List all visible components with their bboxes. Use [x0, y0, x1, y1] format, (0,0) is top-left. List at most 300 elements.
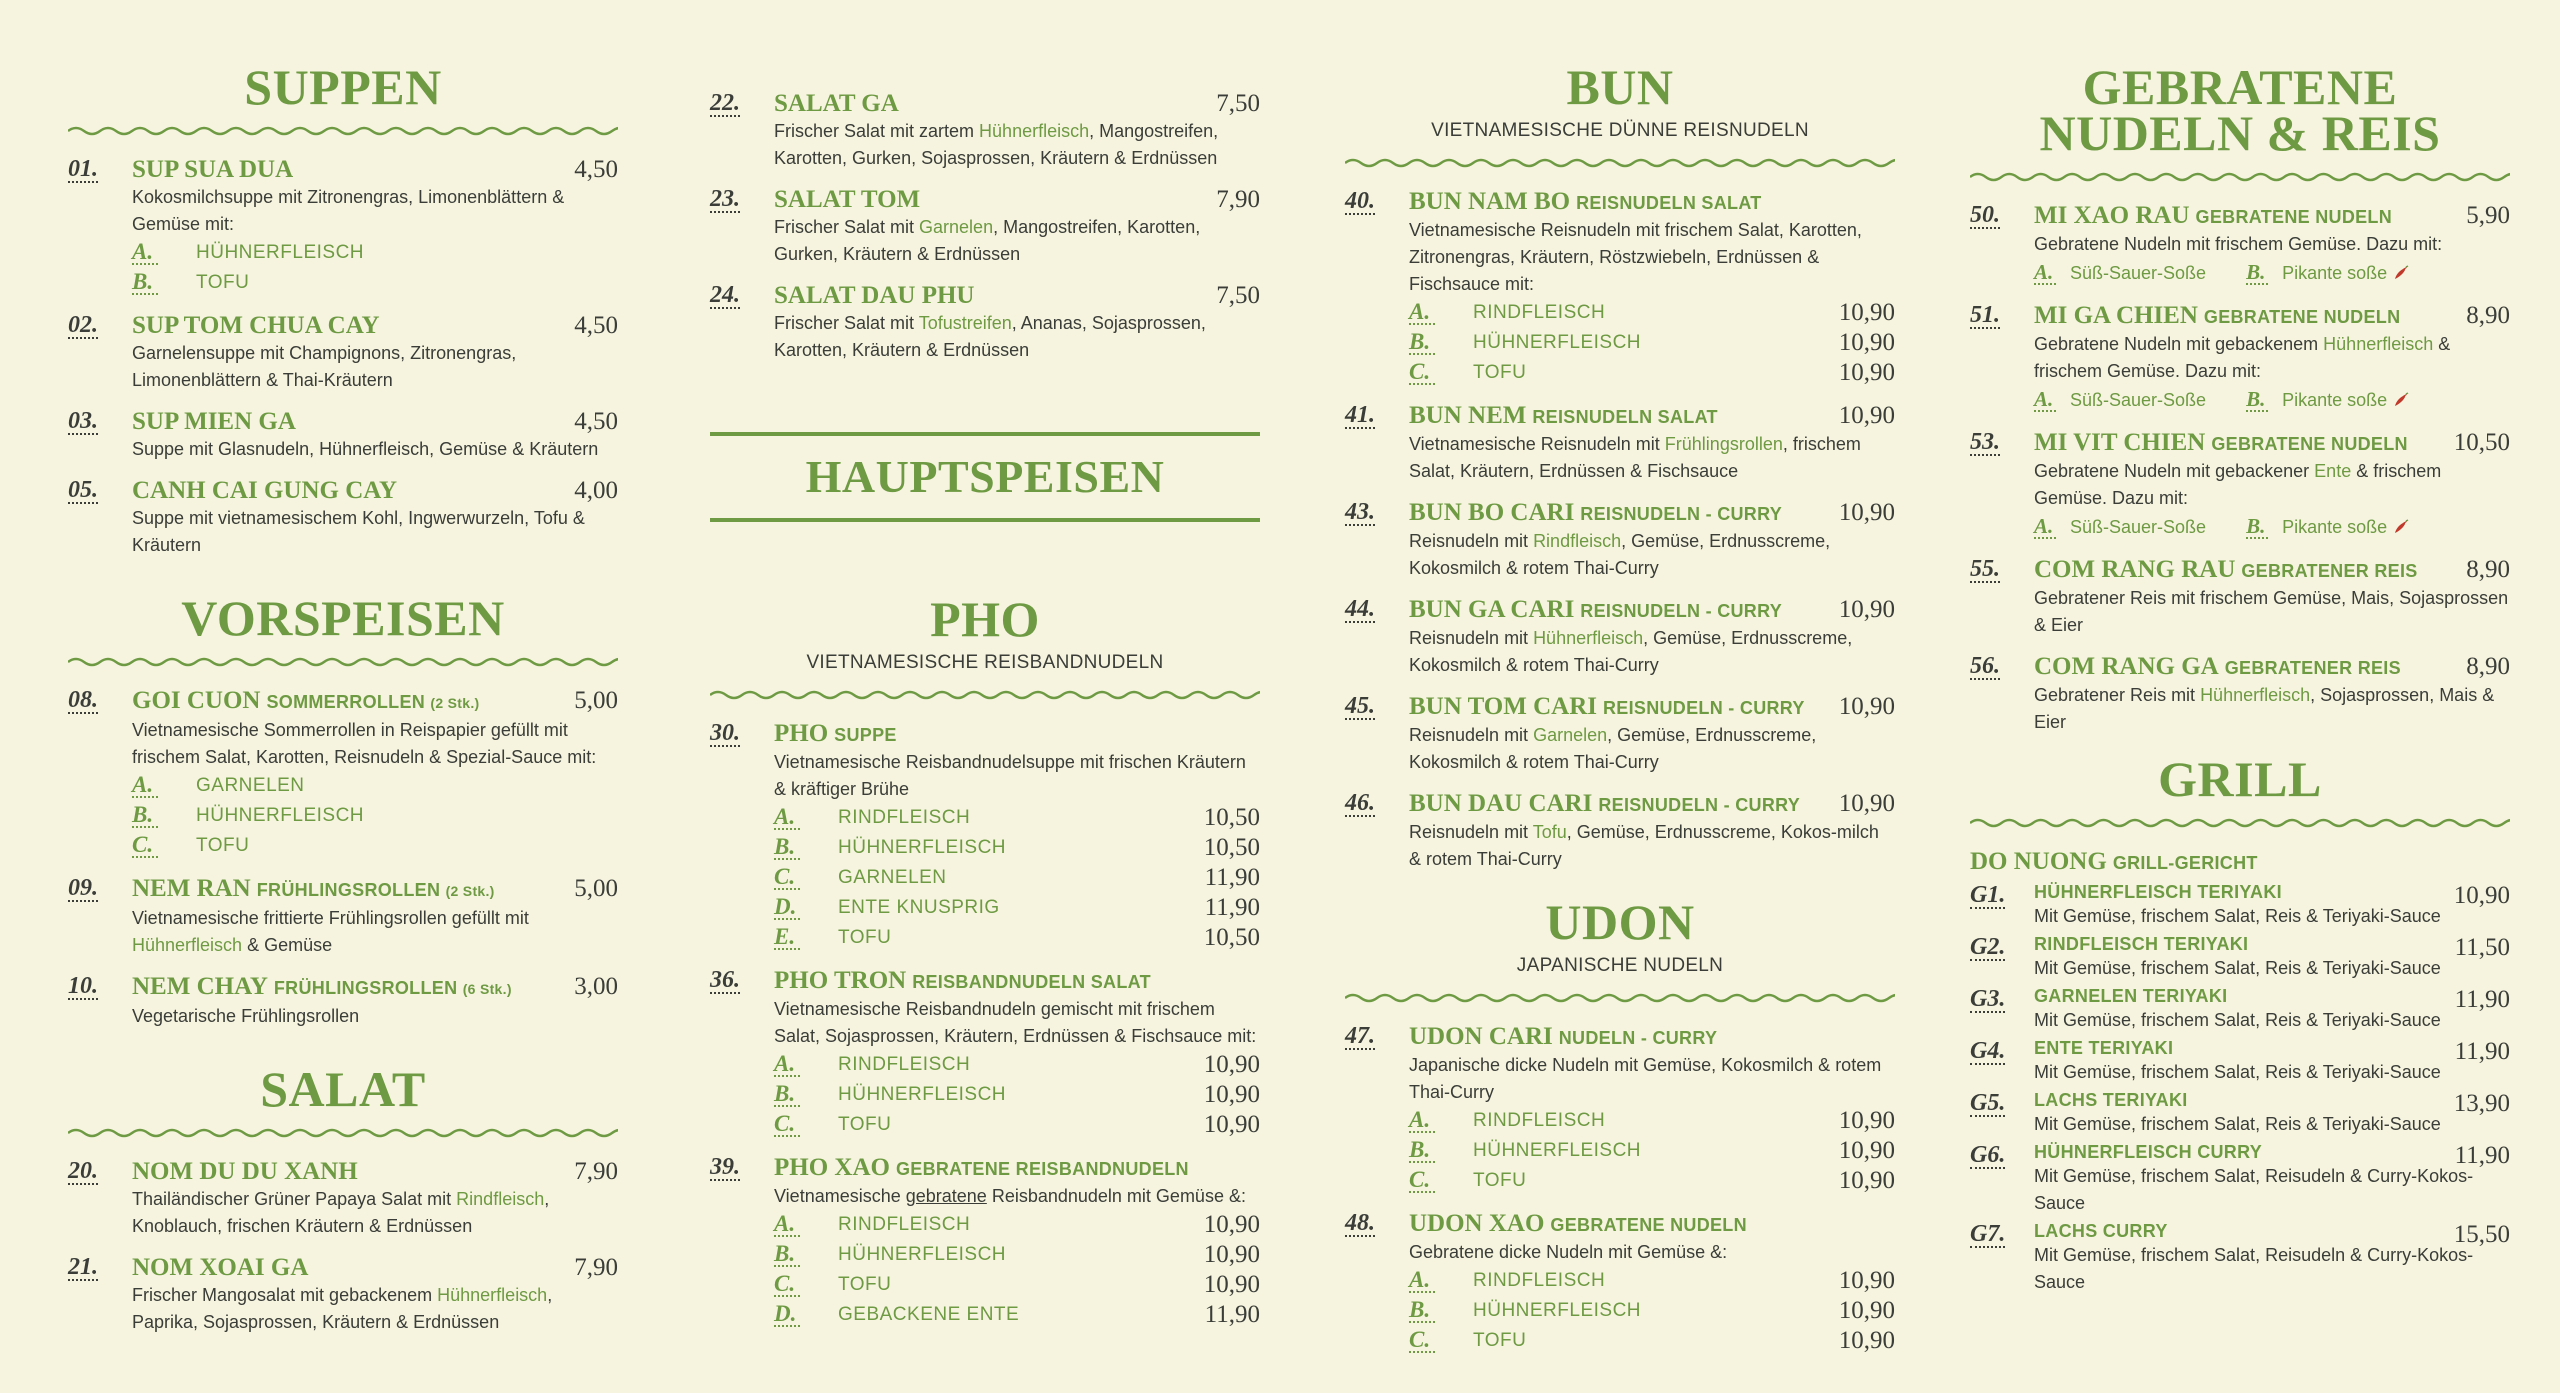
option-letter: C.	[1409, 1329, 1435, 1353]
item-description: Thailändischer Grüner Papaya Salat mit Rindfleisch, Knoblauch, frischen Kräutern & Erdnüssen	[132, 1189, 550, 1236]
item-price: 13,90	[2453, 1090, 2510, 1117]
grill-item	[1970, 1090, 2510, 1138]
item-price: 10,90	[1838, 596, 1895, 623]
option-letter: B.	[774, 1243, 800, 1267]
column-3	[1345, 0, 1895, 1370]
option-text: RINDFLEISCH	[1473, 302, 1606, 323]
menu-item	[1345, 1023, 1895, 1196]
option-price: 10,90	[1838, 329, 1895, 356]
item-name: PHO TRON REISBANDNUDELN SALAT	[774, 967, 1151, 994]
item-price: 11,90	[2454, 986, 2510, 1013]
menu-item	[68, 408, 618, 463]
item-tag: REISNUDELN - CURRY	[1580, 504, 1783, 524]
option-letter: C.	[774, 1273, 800, 1297]
option-price: 10,90	[1203, 1271, 1260, 1298]
item-name: COM RANG GA GEBRATENER REIS	[2034, 653, 2401, 680]
chili-icon	[2393, 265, 2409, 281]
item-option	[774, 923, 1260, 953]
option-price: 11,90	[1204, 1301, 1260, 1328]
item-name: NEM RAN FRÜHLINGSROLLEN (2 Stk.)	[132, 875, 495, 902]
item-price: 4,50	[574, 156, 618, 183]
grill-intro	[1970, 848, 2510, 876]
item-name: MI XAO RAU GEBRATENE NUDELN	[2034, 202, 2393, 229]
grill-intro-name: DO NUONG	[1970, 848, 2107, 875]
item-description: Vegetarische Frühlingsrollen	[132, 1006, 360, 1026]
section-subtitle: VIETNAMESISCHE DÜNNE REISNUDELN	[1431, 120, 1809, 141]
item-name: HÜHNERFLEISCH CURRY	[2034, 1142, 2263, 1162]
option-letter: D.	[774, 896, 800, 920]
section-title-udon: UDON	[1545, 894, 1695, 950]
item-description: Reisnudeln mit Hühnerfleisch, Gemüse, Erdnusscreme, Kokosmilch & rotem Thai-Curry	[1409, 628, 1853, 675]
item-tag: SOMMERROLLEN (2 Stk.)	[266, 692, 480, 712]
item-price: 10,50	[2453, 429, 2510, 456]
sauce-options: A. Süß-Sauer-Soße B. Pikante soße	[2034, 512, 2510, 542]
item-number: G6.	[1970, 1142, 2006, 1168]
option-text: GEBACKENE ENTE	[838, 1304, 1020, 1325]
option-price: 10,90	[1203, 1081, 1260, 1108]
item-option	[774, 1050, 1260, 1080]
item-number: 36.	[710, 967, 740, 993]
option-price: 10,90	[1838, 359, 1895, 386]
option-price: 11,90	[1204, 864, 1260, 891]
option-letter: A.	[774, 806, 800, 830]
item-price: 10,90	[1838, 790, 1895, 817]
item-name: NOM XOAI GA	[132, 1254, 309, 1281]
item-description: Garnelensuppe mit Champignons, Zitronengras, Limonenblättern & Thai-Kräutern	[132, 343, 517, 390]
option-price: 11,90	[1204, 894, 1260, 921]
item-price: 4,50	[574, 312, 618, 339]
rule-bottom	[710, 518, 1260, 522]
option-price: 10,50	[1203, 804, 1260, 831]
item-tag: REISNUDELN SALAT	[1576, 193, 1762, 213]
grill-intro-tag: GRILL-GERICHT	[2112, 853, 2258, 873]
item-number: 10.	[68, 973, 98, 999]
option-price: 10,90	[1203, 1051, 1260, 1078]
option-price: 10,90	[1838, 1107, 1895, 1134]
item-name: SALAT TOM	[774, 186, 921, 213]
option-letter: B.	[774, 836, 800, 860]
item-option	[132, 268, 618, 298]
item-description: Gebratene dicke Nudeln mit Gemüse &:	[1409, 1242, 1728, 1262]
menu-item	[1970, 556, 2510, 639]
menu-item	[1345, 499, 1895, 582]
item-price: 10,90	[2453, 882, 2510, 909]
menu-item	[710, 1154, 1260, 1330]
item-number: G4.	[1970, 1038, 2006, 1064]
option-text: TOFU	[838, 1114, 892, 1135]
option-letter: B.	[132, 271, 158, 295]
grill-item	[1970, 986, 2510, 1034]
item-price: 10,90	[1838, 693, 1895, 720]
item-name: LACHS CURRY	[2034, 1221, 2168, 1241]
menu-item	[710, 967, 1260, 1140]
item-description: Gebratene Nudeln mit frischem Gemüse. Dazu mit:	[2034, 234, 2443, 254]
option-text: HÜHNERFLEISCH	[1473, 1300, 1642, 1321]
item-name: SUP TOM CHUA CAY	[132, 312, 380, 339]
wave-divider	[1345, 156, 1895, 170]
option-text: GARNELEN	[196, 775, 305, 796]
option-text: TOFU	[838, 927, 892, 948]
item-number: 48.	[1345, 1210, 1375, 1236]
option-text: HÜHNERFLEISCH	[196, 805, 365, 826]
item-number: 24.	[710, 282, 740, 308]
item-description: Kokosmilchsuppe mit Zitronengras, Limonenblättern & Gemüse mit:	[132, 187, 565, 234]
option-price: 10,90	[1203, 1211, 1260, 1238]
item-price: 3,00	[574, 973, 618, 1000]
item-option	[774, 863, 1260, 893]
option-price: 10,90	[1838, 1167, 1895, 1194]
item-option	[1409, 1326, 1895, 1356]
item-name: BUN NAM BO REISNUDELN SALAT	[1409, 188, 1762, 215]
grill-item	[1970, 934, 2510, 982]
item-number: 39.	[710, 1154, 740, 1180]
option-text: TOFU	[196, 835, 250, 856]
option-letter: C.	[1409, 1169, 1435, 1193]
item-description: Gebratene Nudeln mit gebackenem Hühnerfleisch & frischem Gemüse. Dazu mit:	[2034, 334, 2451, 381]
item-tag: GEBRATENER REIS	[2224, 658, 2401, 678]
section-title-grill: GRILL	[2158, 751, 2322, 807]
item-option	[774, 1240, 1260, 1270]
item-name: COM RANG RAU GEBRATENER REIS	[2034, 556, 2418, 583]
item-name: MI GA CHIEN GEBRATENE NUDELN	[2034, 302, 2401, 329]
item-price: 7,50	[1216, 90, 1260, 117]
wave-divider	[1970, 816, 2510, 830]
menu-item	[1345, 402, 1895, 485]
item-option	[774, 1270, 1260, 1300]
item-description: Gebratene Nudeln mit gebackener Ente & frischem Gemüse. Dazu mit:	[2034, 461, 2442, 508]
item-description: Mit Gemüse, frischem Salat, Reis & Teriyaki-Sauce	[2034, 1010, 2441, 1030]
item-description: Mit Gemüse, frischem Salat, Reis & Teriyaki-Sauce	[2034, 958, 2441, 978]
item-name: LACHS TERIYAKI	[2034, 1090, 2188, 1110]
item-name: HÜHNERFLEISCH TERIYAKI	[2034, 882, 2282, 902]
section-title-suppen: SUPPEN	[244, 59, 442, 115]
item-name: SALAT GA	[774, 90, 899, 117]
item-description: Vietnamesische Reisbandnudelsuppe mit frischen Kräutern & kräftiger Brühe	[774, 752, 1246, 799]
item-name: ENTE TERIYAKI	[2034, 1038, 2174, 1058]
item-name: SUP SUA DUA	[132, 156, 294, 183]
option-letter: C.	[132, 834, 158, 858]
option-text: RINDFLEISCH	[1473, 1110, 1606, 1131]
option-text: GARNELEN	[838, 867, 947, 888]
menu-item	[710, 186, 1260, 268]
option-text: RINDFLEISCH	[838, 1214, 971, 1235]
menu-item	[1345, 596, 1895, 679]
menu-item	[1345, 790, 1895, 873]
item-number: 46.	[1345, 790, 1375, 816]
item-price: 10,90	[1838, 499, 1895, 526]
sauce-options: A. Süß-Sauer-Soße B. Pikante soße	[2034, 385, 2510, 415]
column-4	[1970, 0, 2510, 1300]
item-tag: NUDELN - CURRY	[1558, 1028, 1718, 1048]
chili-icon	[2393, 392, 2409, 408]
item-option	[774, 803, 1260, 833]
option-text: ENTE KNUSPRIG	[838, 897, 1000, 918]
item-tag: REISNUDELN - CURRY	[1603, 698, 1805, 718]
item-tag: GEBRATENE REISBANDNUDELN	[895, 1159, 1189, 1179]
menu-item	[710, 282, 1260, 364]
option-letter: B.	[1409, 1299, 1435, 1323]
item-option	[1409, 328, 1895, 358]
wave-divider	[1345, 991, 1895, 1005]
option-text: HÜHNERFLEISCH	[838, 1084, 1007, 1105]
item-number: G2.	[1970, 934, 2006, 960]
item-description: Japanische dicke Nudeln mit Gemüse, Kokosmilch & rotem Thai-Curry	[1409, 1055, 1882, 1102]
item-tag: REISNUDELN - CURRY	[1598, 795, 1801, 815]
column-2	[710, 0, 1260, 1344]
item-tag: GEBRATENE NUDELN	[2195, 207, 2393, 227]
item-option	[1409, 1106, 1895, 1136]
item-number: 43.	[1345, 499, 1375, 525]
item-name: BUN TOM CARI REISNUDELN - CURRY	[1409, 693, 1805, 720]
menu-item	[68, 312, 618, 394]
section-title-vorspeisen: VORSPEISEN	[181, 590, 505, 646]
option-letter: A.	[132, 241, 158, 265]
menu-item	[1970, 653, 2510, 736]
option-text: RINDFLEISCH	[1473, 1270, 1606, 1291]
item-description: Vietnamesische Reisnudeln mit frischem Salat, Karotten, Zitronengras, Kräutern, Röstzwiebeln, Erdnüssen & Fischsauce mit:	[1409, 220, 1862, 294]
item-tag: GEBRATENE NUDELN	[1550, 1215, 1747, 1235]
item-description: Suppe mit vietnamesischem Kohl, Ingwerwurzeln, Tofu & Kräutern	[132, 508, 585, 555]
item-description: Mit Gemüse, frischem Salat, Reis & Teriyaki-Sauce	[2034, 1062, 2441, 1082]
option-letter: C.	[774, 866, 800, 890]
option-text: HÜHNERFLEISCH	[196, 242, 365, 263]
item-tag: GEBRATENE NUDELN	[2211, 434, 2408, 454]
menu-item	[68, 1158, 618, 1240]
option-letter: A.	[1409, 1269, 1435, 1293]
wave-divider	[710, 688, 1260, 702]
item-description: Vietnamesische Reisbandnudeln gemischt mit frischem Salat, Sojasprossen, Kräutern, Erdnüssen & Fischsauce mit:	[774, 999, 1257, 1046]
item-name: NEM CHAY FRÜHLINGSROLLEN (6 Stk.)	[132, 973, 512, 1000]
item-description: Reisnudeln mit Tofu, Gemüse, Erdnusscreme, Kokos-milch & rotem Thai-Curry	[1409, 822, 1879, 869]
item-name: UDON CARI NUDELN - CURRY	[1409, 1023, 1718, 1050]
item-tag: GEBRATENER REIS	[2241, 561, 2418, 581]
item-option	[132, 238, 618, 268]
item-name: BUN BO CARI REISNUDELN - CURRY	[1409, 499, 1783, 526]
item-option	[132, 771, 618, 801]
item-price: 8,90	[2466, 653, 2510, 680]
wave-divider	[68, 1126, 618, 1140]
item-tag: FRÜHLINGSROLLEN (2 Stk.)	[256, 880, 495, 900]
item-number: G1.	[1970, 882, 2006, 908]
option-price: 10,90	[1838, 1267, 1895, 1294]
item-option	[1409, 1136, 1895, 1166]
option-text: TOFU	[1473, 362, 1527, 383]
item-description: Vietnamesische frittierte Frühlingsrollen gefüllt mit Hühnerfleisch & Gemüse	[132, 908, 529, 955]
item-number: G5.	[1970, 1090, 2006, 1116]
menu-item	[710, 90, 1260, 172]
menu-item	[68, 1254, 618, 1336]
item-price: 4,50	[574, 408, 618, 435]
item-price: 7,90	[1216, 186, 1260, 213]
item-price: 4,00	[574, 477, 618, 504]
item-description: Vietnamesische gebratene Reisbandnudeln mit Gemüse &:	[774, 1186, 1246, 1206]
item-number: 22.	[710, 90, 740, 116]
item-name: GOI CUON SOMMERROLLEN (2 Stk.)	[132, 687, 480, 714]
option-text: TOFU	[1473, 1330, 1527, 1351]
option-letter: A.	[774, 1213, 800, 1237]
item-description: Frischer Salat mit Garnelen, Mangostreifen, Karotten, Gurken, Kräutern & Erdnüssen	[774, 217, 1201, 264]
item-price: 15,50	[2453, 1221, 2510, 1248]
option-letter: B.	[132, 804, 158, 828]
item-number: 53.	[1970, 429, 2000, 455]
item-description: Gebratener Reis mit frischem Gemüse, Mais, Sojasprossen & Eier	[2034, 588, 2509, 635]
item-price: 11,90	[2454, 1142, 2510, 1169]
option-text: HÜHNERFLEISCH	[1473, 332, 1642, 353]
menu-item	[68, 477, 618, 559]
sauce-options: A. Süß-Sauer-Soße B. Pikante soße	[2034, 258, 2510, 288]
item-number: 44.	[1345, 596, 1375, 622]
wave-divider	[68, 124, 618, 138]
column-1	[68, 0, 618, 1350]
option-text: TOFU	[196, 272, 250, 293]
item-option	[774, 1110, 1260, 1140]
item-option	[774, 833, 1260, 863]
option-letter: C.	[1409, 361, 1435, 385]
option-letter: A.	[132, 774, 158, 798]
item-number: 05.	[68, 477, 98, 503]
option-letter: B.	[1409, 331, 1435, 355]
item-description: Vietnamesische Sommerrollen in Reispapier gefüllt mit frischem Salat, Karotten, Reisnudeln & Spezial-Sauce mit:	[132, 720, 597, 767]
option-letter: E.	[774, 926, 800, 950]
option-letter: A.	[1409, 301, 1435, 325]
menu-item	[1345, 1210, 1895, 1356]
item-number: 03.	[68, 408, 98, 434]
item-number: 01.	[68, 156, 98, 182]
item-tag: REISNUDELN - CURRY	[1580, 601, 1783, 621]
item-number: 51.	[1970, 302, 2000, 328]
menu-item	[68, 687, 618, 861]
item-name: PHO XAO GEBRATENE REISBANDNUDELN	[774, 1154, 1189, 1181]
item-description: Reisnudeln mit Garnelen, Gemüse, Erdnusscreme, Kokosmilch & rotem Thai-Curry	[1409, 725, 1817, 772]
item-price: 8,90	[2466, 556, 2510, 583]
item-description: Frischer Salat mit zartem Hühnerfleisch, Mangostreifen, Karotten, Gurken, Sojasprossen, Kräutern & Erdnüssen	[774, 121, 1219, 168]
item-option	[132, 831, 618, 861]
option-price: 10,50	[1203, 834, 1260, 861]
grill-item	[1970, 1038, 2510, 1086]
option-price: 10,90	[1838, 1327, 1895, 1354]
option-text: HÜHNERFLEISCH	[838, 837, 1007, 858]
menu-item	[1970, 202, 2510, 288]
item-option	[774, 1300, 1260, 1330]
item-name: GARNELEN TERIYAKI	[2034, 986, 2228, 1006]
item-tag: SUPPE	[834, 725, 897, 745]
section-subtitle: VIETNAMESISCHE REISBANDNUDELN	[806, 652, 1164, 673]
item-description: Frischer Mangosalat mit gebackenem Hühnerfleisch, Paprika, Sojasprossen, Kräutern & Erdnüssen	[132, 1285, 553, 1332]
wave-divider	[1970, 170, 2510, 184]
option-letter: C.	[774, 1113, 800, 1137]
item-description: Mit Gemüse, frischem Salat, Reisudeln & Curry-Kokos-Sauce	[2034, 1245, 2474, 1292]
option-price: 10,50	[1203, 924, 1260, 951]
chili-icon	[2393, 519, 2409, 535]
menu-item	[710, 720, 1260, 953]
item-option	[1409, 358, 1895, 388]
item-tag: REISBANDNUDELN SALAT	[912, 972, 1151, 992]
item-description: Reisnudeln mit Rindfleisch, Gemüse, Erdnusscreme, Kokosmilch & rotem Thai-Curry	[1409, 531, 1831, 578]
item-number: 55.	[1970, 556, 2000, 582]
item-price: 7,90	[574, 1158, 618, 1185]
option-text: RINDFLEISCH	[838, 1054, 971, 1075]
item-name: SUP MIEN GA	[132, 408, 296, 435]
item-name: SALAT DAU PHU	[774, 282, 975, 309]
item-number: 09.	[68, 875, 98, 901]
item-number: 08.	[68, 687, 98, 713]
item-option	[774, 893, 1260, 923]
option-text: TOFU	[838, 1274, 892, 1295]
item-number: 23.	[710, 186, 740, 212]
item-number: 30.	[710, 720, 740, 746]
option-text: RINDFLEISCH	[838, 807, 971, 828]
option-price: 10,90	[1838, 299, 1895, 326]
option-price: 10,90	[1203, 1241, 1260, 1268]
menu-item	[68, 156, 618, 298]
item-name: BUN NEM REISNUDELN SALAT	[1409, 402, 1718, 429]
option-letter: D.	[774, 1303, 800, 1327]
item-price: 11,50	[2454, 934, 2510, 961]
menu-item	[1345, 188, 1895, 388]
option-text: TOFU	[1473, 1170, 1527, 1191]
item-price: 5,90	[2466, 202, 2510, 229]
item-tag: GEBRATENE NUDELN	[2203, 307, 2401, 327]
wave-divider	[68, 655, 618, 669]
section-title-salat: SALAT	[260, 1061, 426, 1117]
item-tag: REISNUDELN SALAT	[1532, 407, 1718, 427]
section-title-hauptspeisen: HAUPTSPEISEN	[805, 451, 1165, 502]
option-letter: B.	[1409, 1139, 1435, 1163]
menu-item	[68, 875, 618, 959]
option-letter: A.	[774, 1053, 800, 1077]
item-description: Mit Gemüse, frischem Salat, Reisudeln & Curry-Kokos-Sauce	[2034, 1166, 2474, 1213]
item-description: Suppe mit Glasnudeln, Hühnerfleisch, Gemüse & Kräutern	[132, 439, 599, 459]
item-price: 10,90	[1838, 402, 1895, 429]
grill-item	[1970, 1142, 2510, 1217]
option-text: HÜHNERFLEISCH	[838, 1244, 1007, 1265]
item-number: 47.	[1345, 1023, 1375, 1049]
item-name: PHO SUPPE	[774, 720, 897, 747]
grill-item	[1970, 1221, 2510, 1296]
item-price: 5,00	[574, 687, 618, 714]
item-number: 20.	[68, 1158, 98, 1184]
item-description: Mit Gemüse, frischem Salat, Reis & Teriyaki-Sauce	[2034, 906, 2441, 926]
item-option	[132, 801, 618, 831]
item-option	[1409, 1296, 1895, 1326]
item-description: Gebratener Reis mit Hühnerfleisch, Sojasprossen, Mais & Eier	[2034, 685, 2495, 732]
section-title-bun: BUN	[1566, 59, 1674, 115]
item-option	[774, 1210, 1260, 1240]
item-description: Vietnamesische Reisnudeln mit Frühlingsrollen, frischem Salat, Kräutern, Erdnüssen & Fischsauce	[1409, 434, 1861, 481]
item-number: G7.	[1970, 1221, 2006, 1247]
grill-item	[1970, 882, 2510, 930]
menu-item	[1970, 429, 2510, 542]
item-description: Frischer Salat mit Tofustreifen, Ananas, Sojasprossen, Karotten, Kräutern & Erdnüssen	[774, 313, 1206, 360]
option-price: 10,90	[1838, 1297, 1895, 1324]
menu-item	[68, 973, 618, 1030]
item-name: UDON XAO GEBRATENE NUDELN	[1409, 1210, 1747, 1237]
item-number: 21.	[68, 1254, 98, 1280]
section-subtitle: JAPANISCHE NUDELN	[1516, 955, 1724, 976]
item-name: BUN DAU CARI REISNUDELN - CURRY	[1409, 790, 1801, 817]
item-number: 41.	[1345, 402, 1375, 428]
item-tag: FRÜHLINGSROLLEN (6 Stk.)	[273, 978, 512, 998]
item-name: NOM DU DU XANH	[132, 1158, 358, 1185]
item-option	[774, 1080, 1260, 1110]
option-price: 10,90	[1838, 1137, 1895, 1164]
item-number: 56.	[1970, 653, 2000, 679]
item-price: 11,90	[2454, 1038, 2510, 1065]
item-name: CANH CAI GUNG CAY	[132, 477, 398, 504]
section-title-gebratene: GEBRATENE NUDELN & REIS	[2039, 59, 2441, 161]
section-title-pho: PHO	[930, 591, 1040, 647]
item-number: 50.	[1970, 202, 2000, 228]
